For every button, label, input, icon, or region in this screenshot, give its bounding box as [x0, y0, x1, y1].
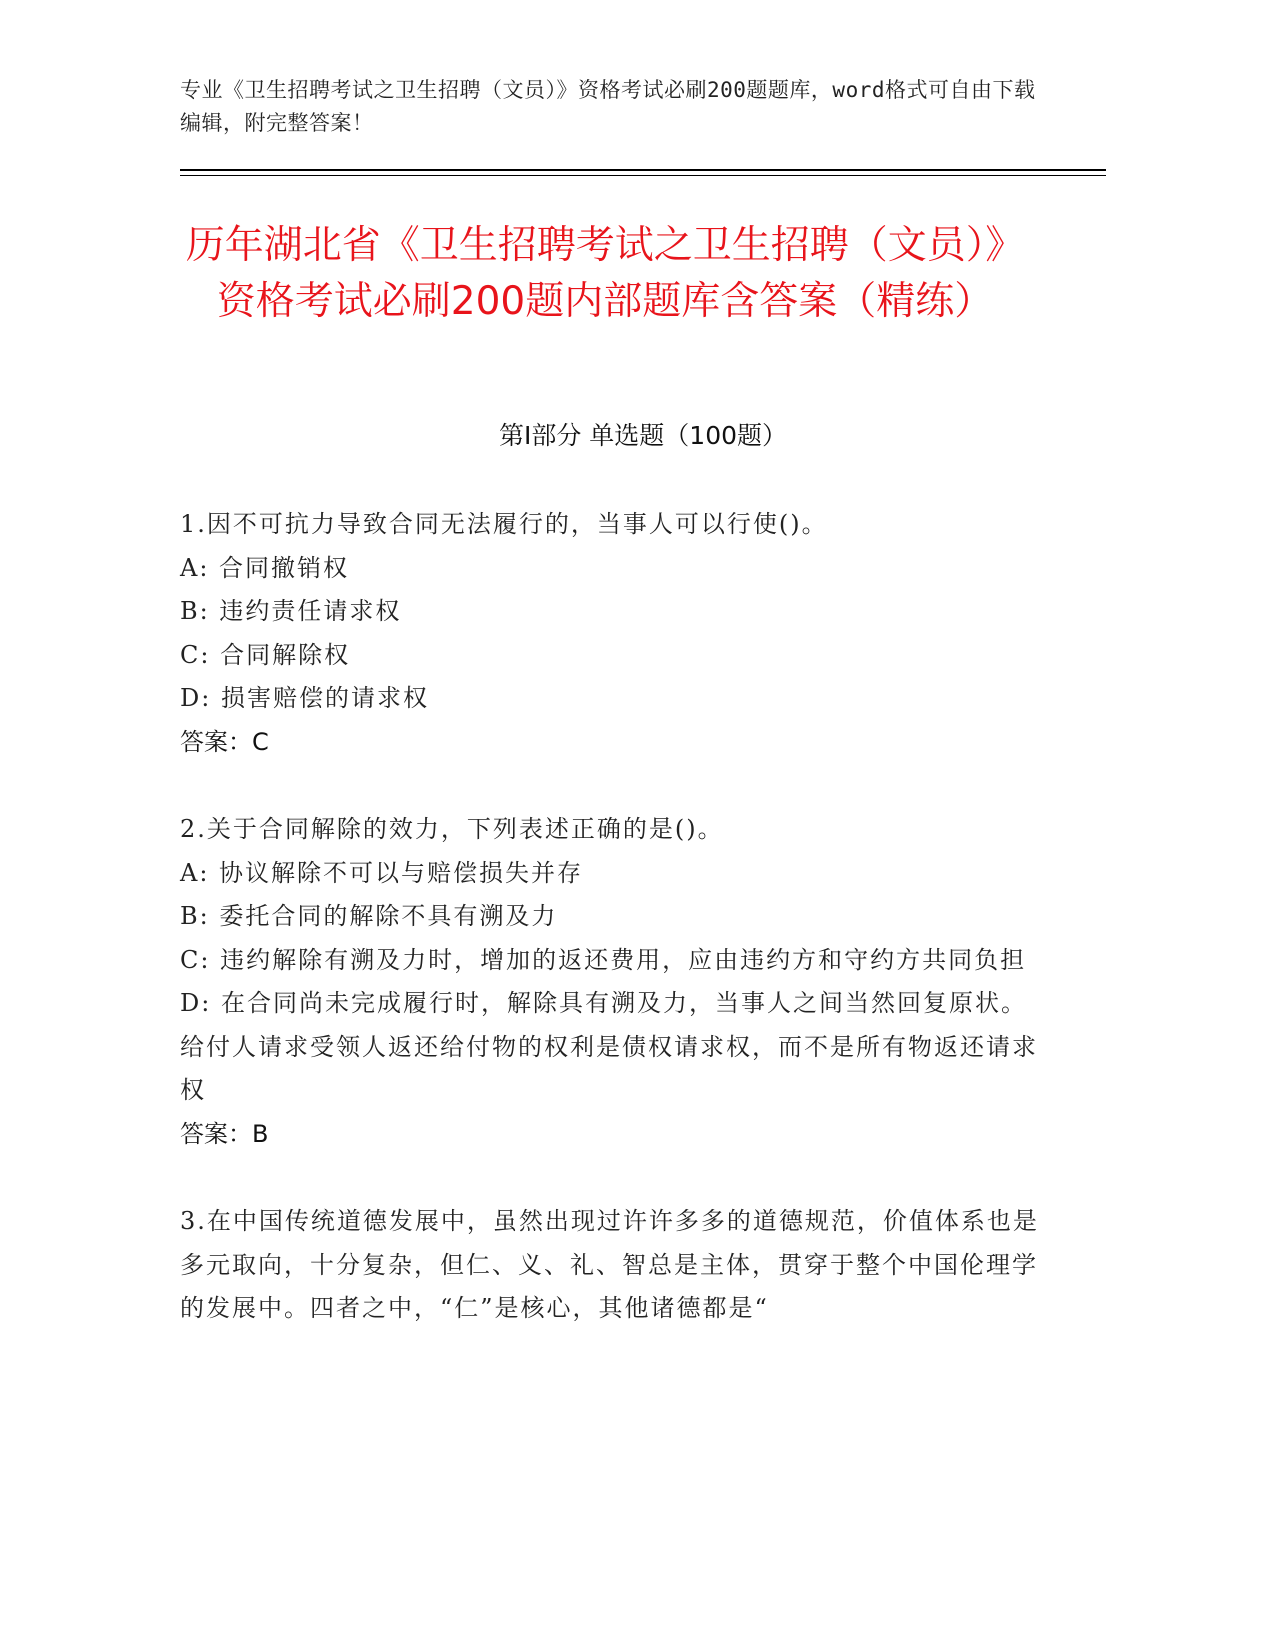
header-divider-thin [180, 175, 1106, 176]
question-item [180, 808, 1040, 1156]
option-c: C: 合同解除权 [180, 640, 351, 669]
document-title: 历年湖北省《卫生招聘考试之卫生招聘（文员）》资格考试必刷200题内部题库含答案（精练） [185, 223, 1025, 324]
question-stem: 2.关于合同解除的效力，下列表述正确的是()。 [180, 815, 724, 843]
question-item [180, 503, 1040, 764]
answer-label: 答案：B [180, 1119, 269, 1148]
question-list [180, 503, 1040, 1375]
section-heading: 第Ⅰ部分 单选题（100题） [498, 421, 788, 450]
question-item [180, 1200, 1040, 1331]
option-c: C: 违约解除有溯及力时，增加的返还费用，应由违约方和守约方共同负担 [180, 945, 1027, 974]
option-a: A: 协议解除不可以与赔偿损失并存 [180, 858, 584, 887]
option-b: B: 违约责任请求权 [180, 597, 402, 625]
header-note: 专业《卫生招聘考试之卫生招聘（文员）》资格考试必刷200题题库，word格式可自由下载编辑，附完整答案！ [180, 78, 1036, 135]
answer-label: 答案：C [180, 727, 269, 756]
header-divider-thick [180, 169, 1106, 171]
question-stem: 1.因不可抗力导致合同无法履行的，当事人可以行使()。 [180, 510, 828, 538]
question-stem: 3.在中国传统道德发展中，虽然出现过许许多多的道德规范，价值体系也是多元取向，十分复杂，但仁、义、礼、智总是主体，贯穿于整个中国伦理学的发展中。四者之中，“仁”是核心，其他诸德都是“ [180, 1207, 1039, 1322]
option-b: B: 委托合同的解除不具有溯及力 [180, 902, 558, 930]
option-d: D: 在合同尚未完成履行时，解除具有溯及力，当事人之间当然回复原状。给付人请求受领人返还给付物的权利是债权请求权，而不是所有物返还请求权 [180, 989, 1038, 1104]
option-d: D: 损害赔偿的请求权 [180, 684, 429, 712]
option-a: A: 合同撤销权 [180, 553, 350, 582]
